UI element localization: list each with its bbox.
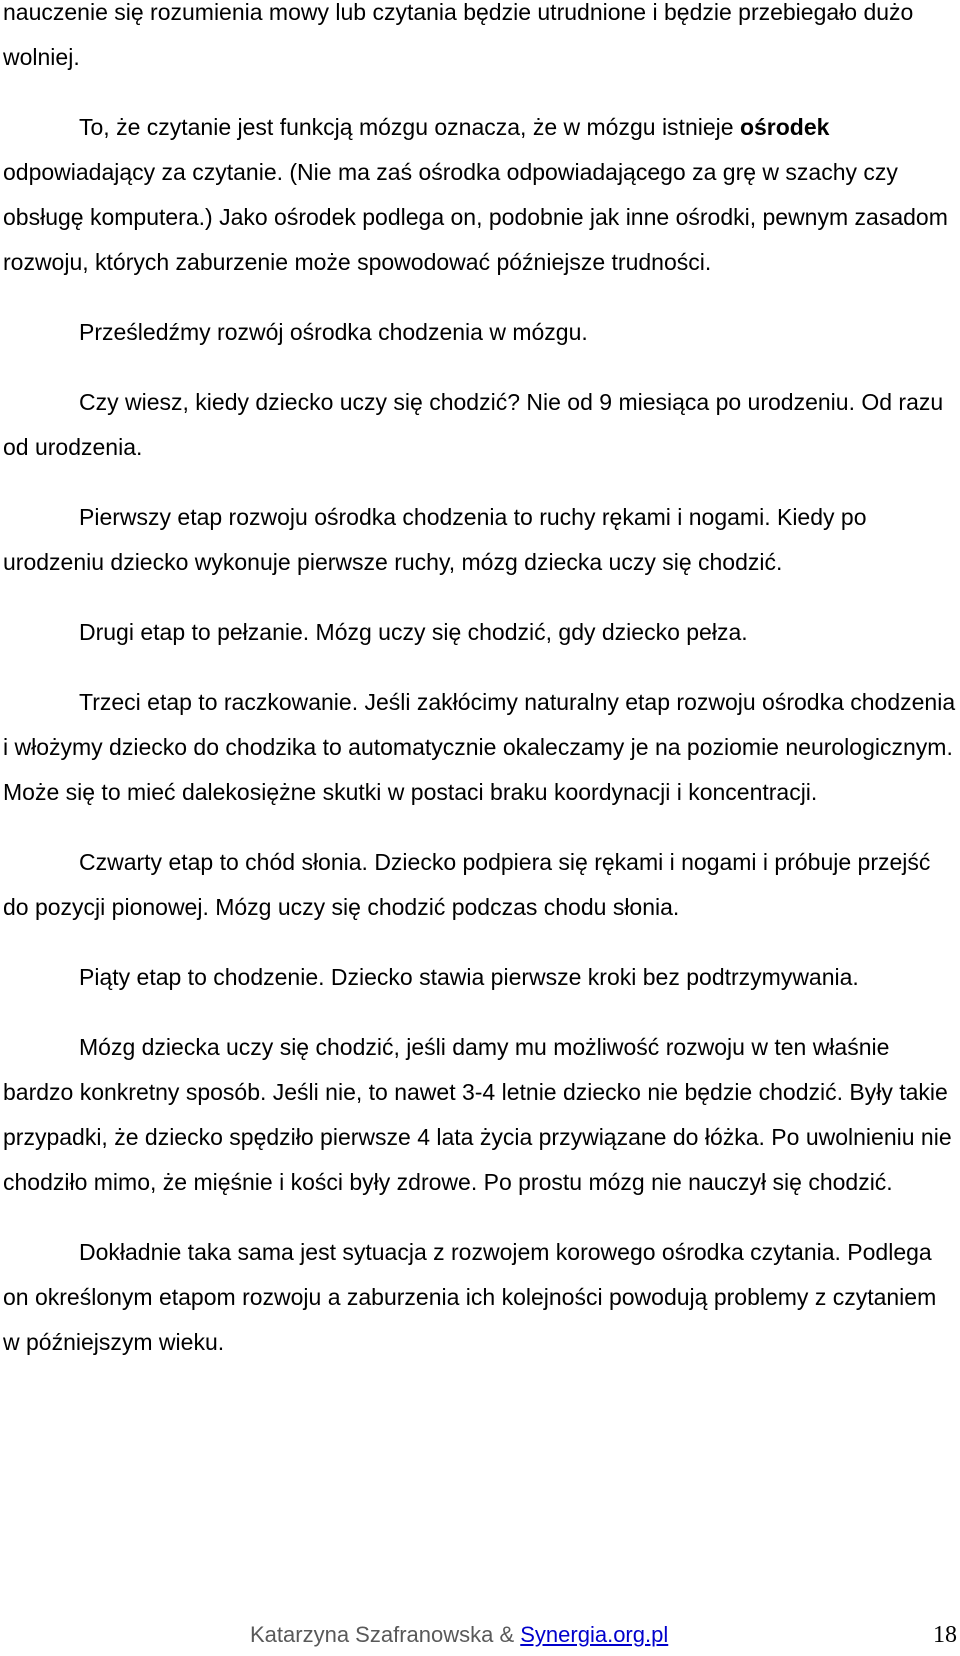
document-body bbox=[3, 0, 958, 1390]
paragraph-10 bbox=[3, 1025, 958, 1205]
paragraph-1 bbox=[3, 0, 958, 80]
paragraph-1-text: nauczenie się rozumienia mowy lub czytania będzie utrudnione i będzie przebiegało dużo wolniej. bbox=[3, 0, 914, 70]
paragraph-7-text: Trzeci etap to raczkowanie. Jeśli zakłócimy naturalny etap rozwoju ośrodka chodzenia i włożymy dziecko do chodzika to automatycznie okaleczamy je na poziomie neurologicznym. Może się to mieć dalekosiężne skutki w postaci braku koordynacji i koncentracji. bbox=[3, 689, 956, 805]
paragraph-2-text-end: odpowiadający za czytanie. (Nie ma zaś ośrodka odpowiadającego za grę w szachy czy obsługę komputera.) Jako ośrodek podlega on, podobnie jak inne ośrodki, pewnym zasadom rozwoju, których zaburzenie może spowodować późniejsze trudności. bbox=[3, 159, 948, 275]
paragraph-7 bbox=[3, 680, 958, 815]
paragraph-4-text: Czy wiesz, kiedy dziecko uczy się chodzić? Nie od 9 miesiąca po urodzeniu. Od razu od urodzenia. bbox=[3, 389, 944, 460]
footer-website-link[interactable]: Synergia.org.pl bbox=[520, 1622, 669, 1647]
paragraph-11 bbox=[3, 1230, 958, 1365]
paragraph-2-text-start: To, że czytanie jest funkcją mózgu oznacza, że w mózgu istnieje bbox=[79, 114, 740, 140]
paragraph-9-text: Piąty etap to chodzenie. Dziecko stawia pierwsze kroki bez podtrzymywania. bbox=[79, 964, 859, 990]
footer-credit bbox=[250, 1622, 668, 1648]
paragraph-8-text: Czwarty etap to chód słonia. Dziecko podpiera się rękami i nogami i próbuje przejść do pozycji pionowej. Mózg uczy się chodzić podczas chodu słonia. bbox=[3, 849, 931, 920]
paragraph-6-text: Drugi etap to pełzanie. Mózg uczy się chodzić, gdy dziecko pełza. bbox=[79, 619, 748, 645]
paragraph-6 bbox=[3, 610, 958, 655]
paragraph-5 bbox=[3, 495, 958, 585]
paragraph-2 bbox=[3, 105, 958, 285]
footer-author: Katarzyna Szafranowska & bbox=[250, 1622, 521, 1647]
paragraph-9 bbox=[3, 955, 958, 1000]
paragraph-3-text: Prześledźmy rozwój ośrodka chodzenia w mózgu. bbox=[79, 319, 588, 345]
paragraph-8 bbox=[3, 840, 958, 930]
paragraph-3 bbox=[3, 310, 958, 355]
paragraph-11-text: Dokładnie taka sama jest sytuacja z rozwojem korowego ośrodka czytania. Podlega on określonym etapom rozwoju a zaburzenia ich kolejności powodują problemy z czytaniem w późniejszym wieku. bbox=[3, 1239, 937, 1355]
page-footer bbox=[0, 1622, 960, 1652]
paragraph-2-bold-term: ośrodek bbox=[739, 114, 830, 140]
paragraph-4 bbox=[3, 380, 958, 470]
paragraph-10-text: Mózg dziecka uczy się chodzić, jeśli damy mu możliwość rozwoju w ten właśnie bardzo konkretny sposób. Jeśli nie, to nawet 3-4 letnie dziecko nie będzie chodzić. Były takie przypadki, że dziecko spędziło pierwsze 4 lata życia przywiązane do łóżka. Po uwolnieniu nie chodziło mimo, że mięśnie i kości były zdrowe. Po prostu mózg nie nauczył się chodzić. bbox=[3, 1034, 952, 1195]
page-number: 18 bbox=[933, 1622, 957, 1648]
paragraph-5-text: Pierwszy etap rozwoju ośrodka chodzenia to ruchy rękami i nogami. Kiedy po urodzeniu dziecko wykonuje pierwsze ruchy, mózg dziecka uczy się chodzić. bbox=[3, 504, 867, 575]
